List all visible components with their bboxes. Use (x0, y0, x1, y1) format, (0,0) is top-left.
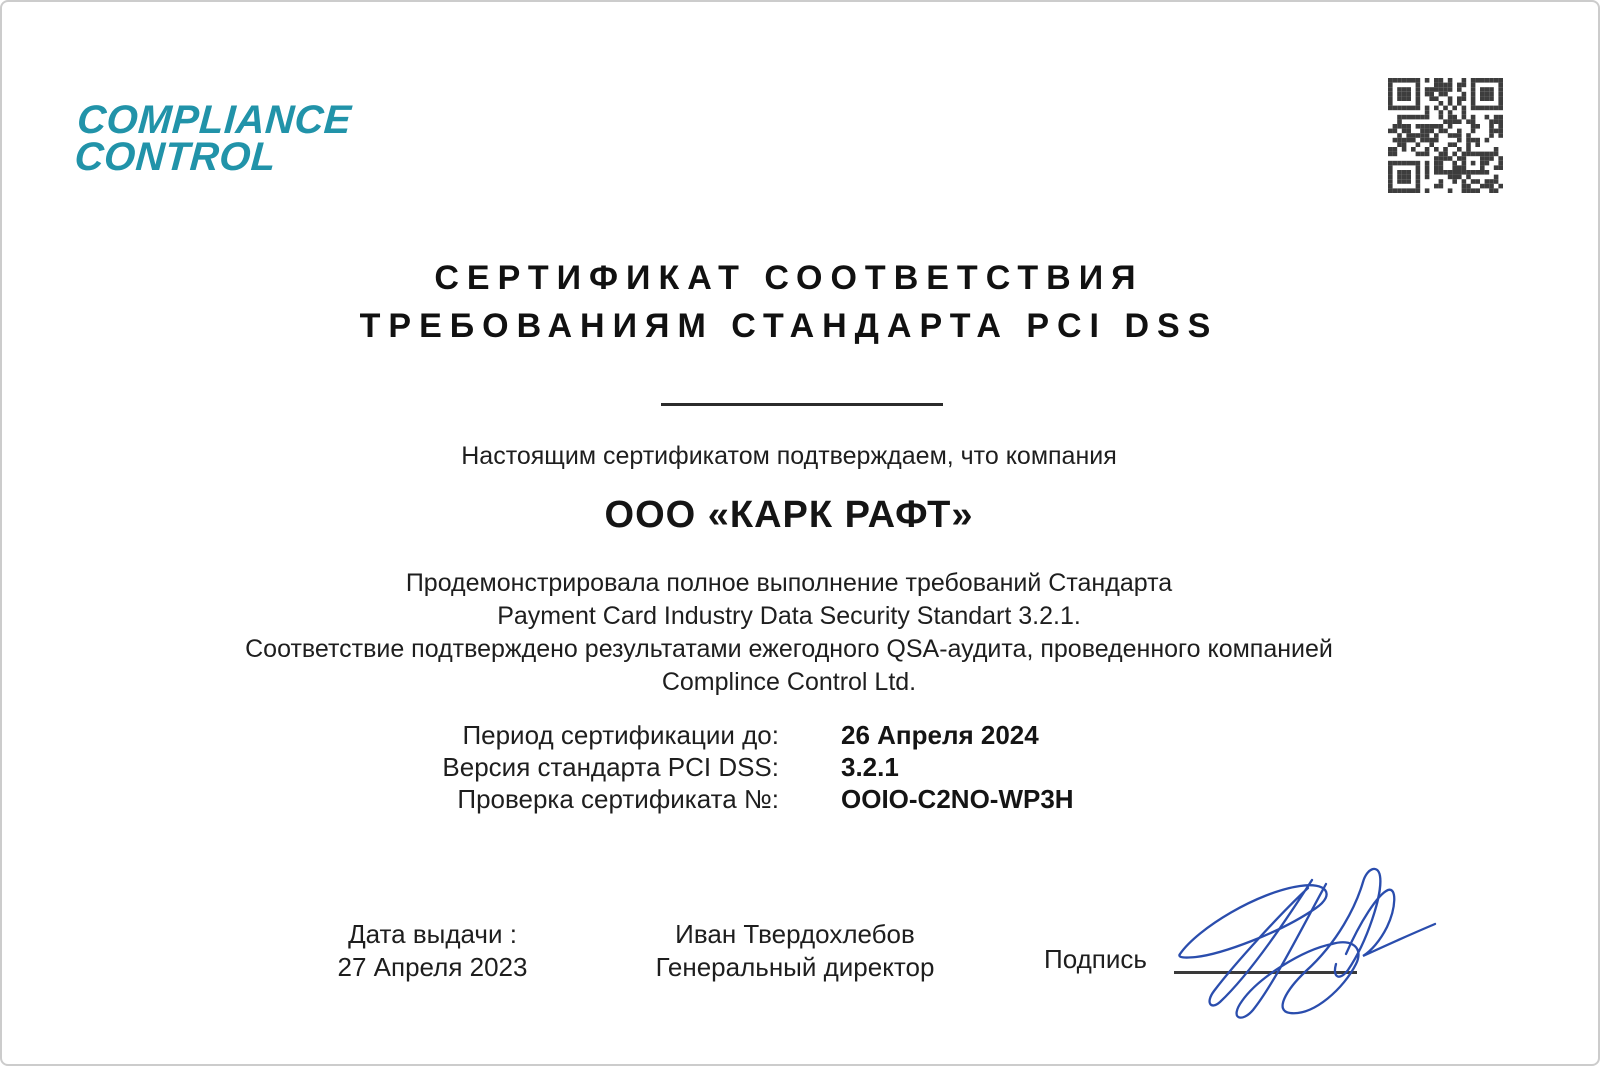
body-line: Соответствие подтверждено результатами ежегодного QSA-аудита, проведенного компанией (245, 635, 1333, 663)
detail-value-period: 26 Апреля 2024 (841, 720, 1039, 750)
certificate-details (442, 719, 1074, 815)
body-line: Продемонстрировала полное выполнение требований Стандарта (405, 569, 1173, 597)
divider-line (661, 403, 943, 406)
detail-label-period: Период сертификации до: (462, 720, 779, 750)
compliance-control-logo (73, 98, 353, 179)
signatory-name: Иван Твердохлебов (675, 919, 915, 949)
company-name: ООО «КАРК РАФТ» (604, 494, 974, 536)
body-paragraph (2, 567, 1576, 699)
detail-label-version: Версия стандарта PCI DSS: (442, 752, 779, 782)
signature-label: Подпись (1044, 944, 1147, 974)
detail-value-cert-number: OOIO-C2NO-WP3H (841, 784, 1074, 814)
qr-code-icon (1388, 78, 1503, 193)
intro-text: Настоящим сертификатом подтверждаем, что компания (461, 442, 1117, 470)
logo-line-2: CONTROL (73, 135, 278, 179)
certificate-title (2, 254, 1576, 350)
issue-date-block (330, 918, 535, 984)
body-line: Payment Card Industry Data Security Standart 3.2.1. (497, 602, 1081, 630)
signatory-block (642, 918, 948, 984)
issue-date-value: 27 Апреля 2023 (337, 952, 528, 982)
signatory-title: Генеральный директор (655, 952, 935, 982)
issue-date-label: Дата выдачи : (348, 919, 517, 949)
title-line-1: СЕРТИФИКАТ СООТВЕТСТВИЯ (434, 259, 1144, 297)
detail-value-version: 3.2.1 (841, 752, 899, 782)
detail-label-cert-number: Проверка сертификата №: (457, 784, 779, 814)
body-line: Complince Control Ltd. (661, 668, 917, 696)
logo-line-1: COMPLIANCE (75, 98, 353, 142)
title-line-2: ТРЕБОВАНИЯМ СТАНДАРТА PCI DSS (359, 307, 1219, 345)
signature-scribble-icon (1150, 850, 1442, 1022)
